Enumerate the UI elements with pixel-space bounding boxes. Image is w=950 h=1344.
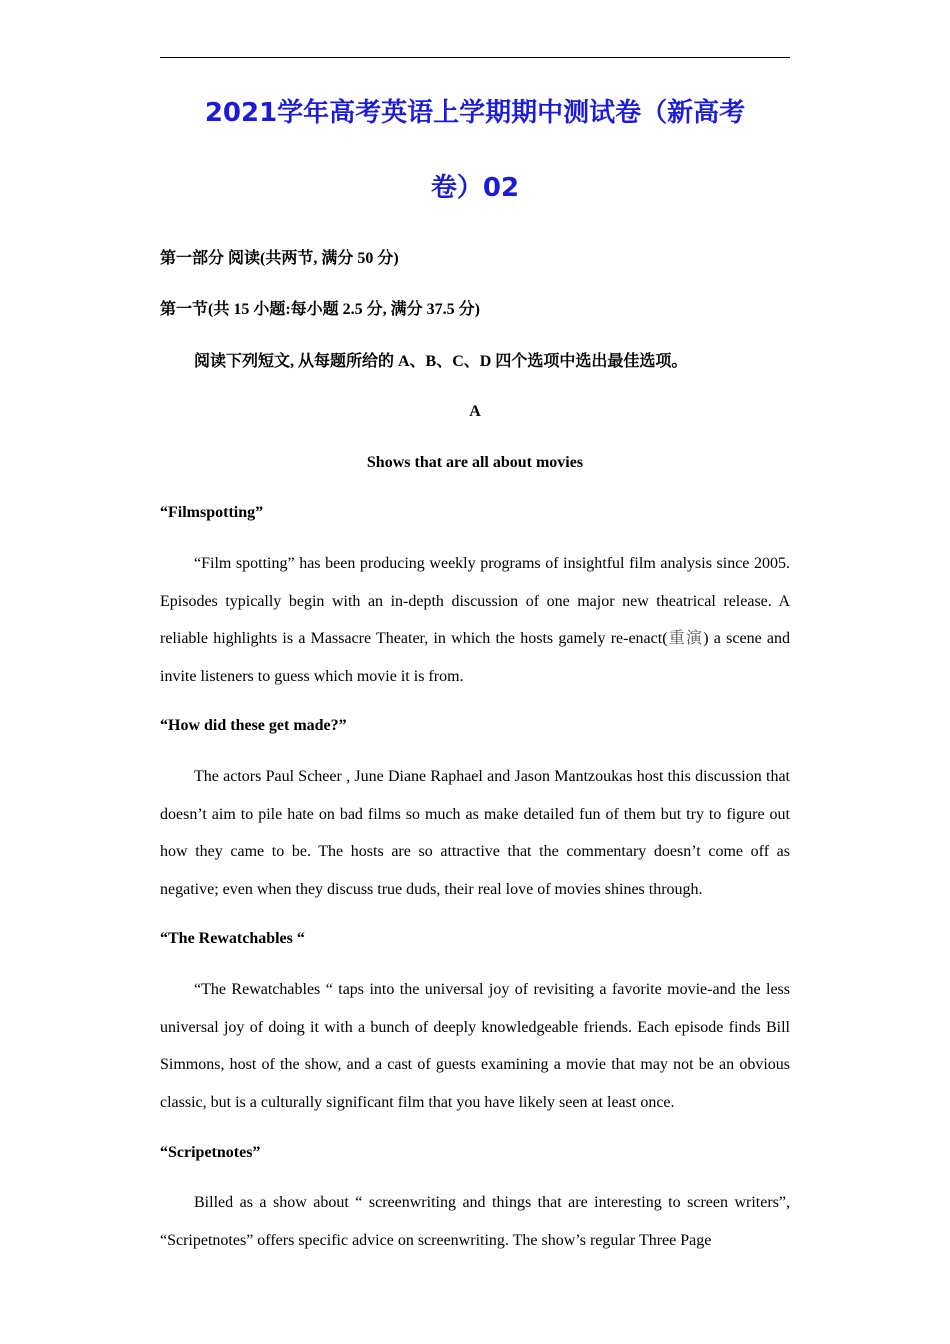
show-description-how-did-these-get-made: The actors Paul Scheer , June Diane Raphael and Jason Mantzoukas host this discussion that doesn’t aim to pile hate on bad films so much as make detailed fun of them but try to figure out how they came to be. The hosts are so attractive that the commentary doesn’t come off as negative; even when they discuss true duds, their real love of movies shines through. <box>160 768 790 898</box>
document-title-line-1: 2021学年高考英语上学期期中测试卷（新高考 <box>204 98 746 128</box>
chinese-gloss: 重演 <box>667 630 704 647</box>
show-description-filmspotting <box>160 545 790 695</box>
header-rule <box>160 57 790 58</box>
show-description-scripetnotes: Billed as a show about “ screenwriting and things that are interesting to screen writers”, “Scripetnotes” offers specific advice on screenwriting. The show’s regular Three Page <box>160 1194 790 1249</box>
show-name-scripetnotes: “Scripetnotes” <box>160 1144 261 1161</box>
part-heading: 第一部分 阅读(共两节, 满分 50 分) <box>160 250 399 267</box>
document-title-line-2: 卷）02 <box>430 173 520 203</box>
passage-title: Shows that are all about movies <box>366 454 584 471</box>
show-name-rewatchables: “The Rewatchables “ <box>160 930 305 947</box>
instruction-text: 阅读下列短文, 从每题所给的 A、B、C、D 四个选项中选出最佳选项。 <box>194 353 688 370</box>
section-heading: 第一节(共 15 小题:每小题 2.5 分, 满分 37.5 分) <box>160 301 480 318</box>
show-description-rewatchables: “The Rewatchables “ taps into the universal joy of revisiting a favorite movie-and the less universal joy of doing it with a bunch of deeply knowledgeable friends. Each episode finds Bill Simmons, host of the show, and a cast of guests examining a movie that may not be an obvious classic, but is a culturally significant film that you have likely seen at least once. <box>160 981 790 1111</box>
filmspotting-text-end: ) a scene and invite listeners to guess which movie it is from. <box>160 630 791 685</box>
show-name-filmspotting: “Filmspotting” <box>160 504 264 521</box>
show-name-how-did-these-get-made: “How did these get made?” <box>160 717 347 734</box>
passage-label: A <box>469 403 481 420</box>
filmspotting-text-main: “Film spotting” has been producing weekly programs of insightful film analysis since 2005. Episodes typically begin with an in-depth discussion of one major new theatrical release. A reliable highlights is a Massacre Theater, in which the hosts gamely re-enact( <box>160 555 790 647</box>
